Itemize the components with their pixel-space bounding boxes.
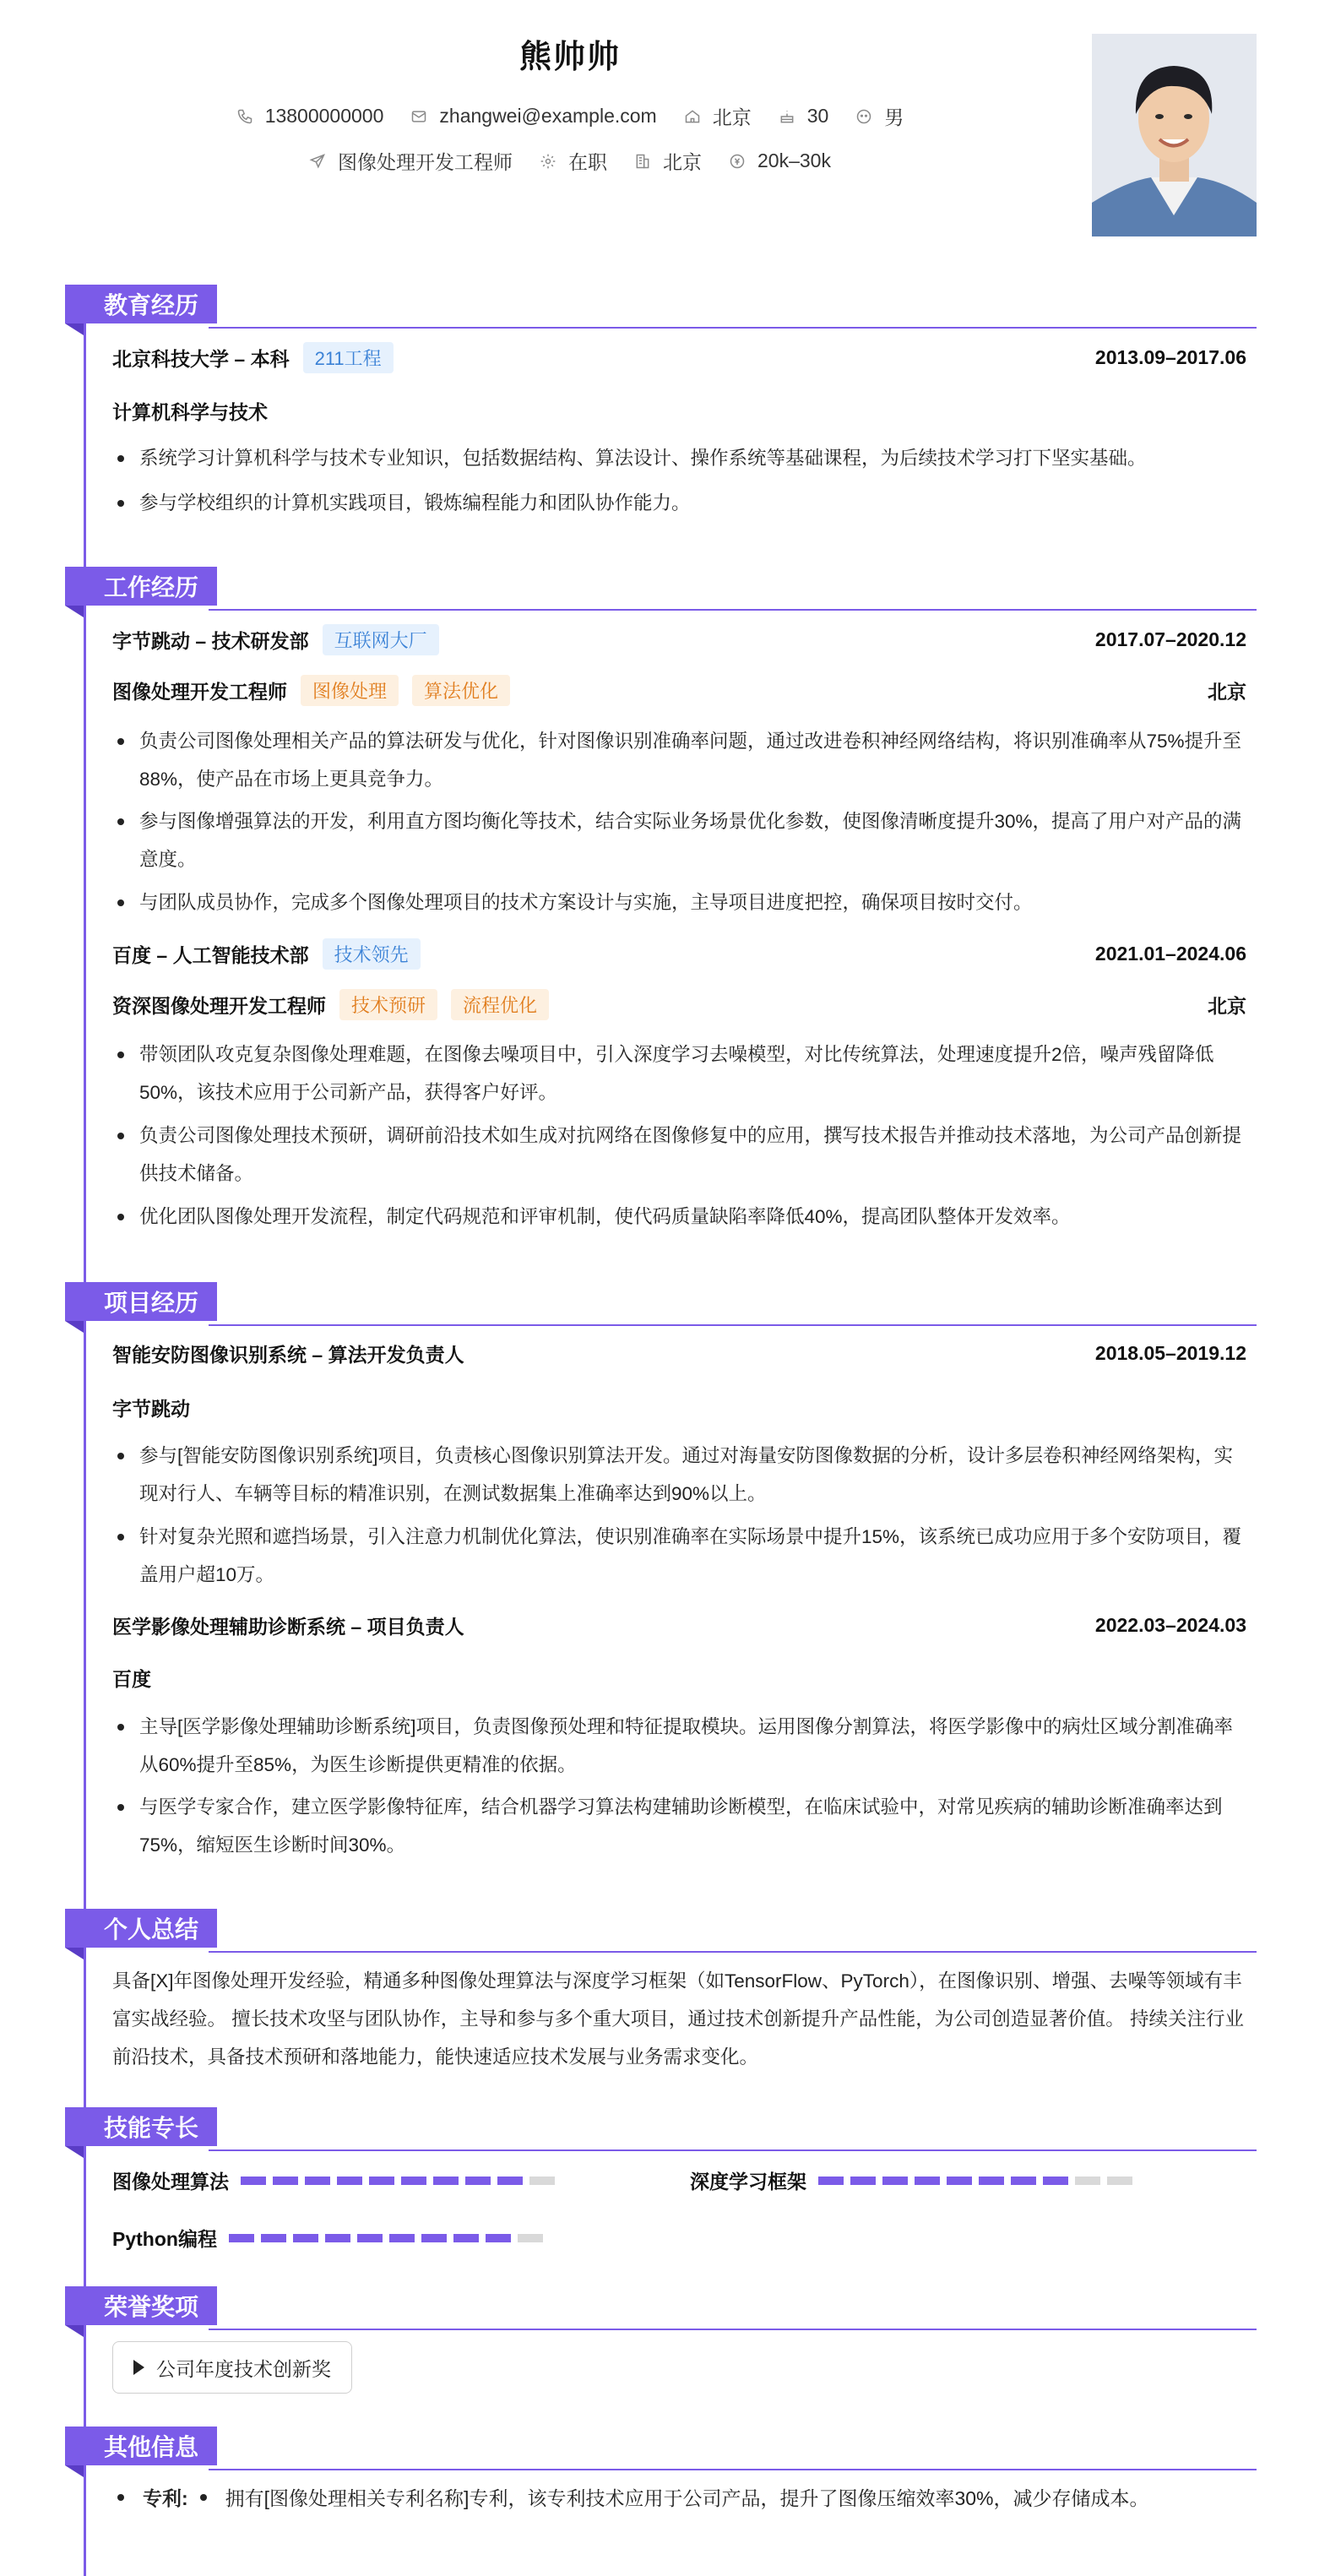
project-1-header	[112, 1340, 1246, 1367]
company-name: 百度 – 人工智能技术部	[112, 944, 309, 966]
send-icon	[309, 153, 326, 170]
award-chip	[112, 2341, 352, 2394]
skill-level-segment	[433, 2177, 459, 2185]
list-item: 负责公司图像处理相关产品的算法研发与优化，针对图像识别准确率问题，通过改进卷积神经网络结构，将识别准确率从75%提升至88%，使产品在市场上更具竞争力。	[112, 722, 1248, 798]
profile-photo	[1092, 34, 1257, 236]
skill-level-segment	[465, 2177, 491, 2185]
list-item: 参与[智能安防图像识别系统]项目，负责核心图像识别算法开发。通过对海量安防图像数据的分析，设计多层卷积神经网络架构，实现对行人、车辆等目标的精准识别，在测试数据集上准确率达到90%以上。	[112, 1437, 1248, 1513]
project-org: 字节跳动	[112, 1398, 190, 1420]
section-title-summary: 个人总结	[65, 1909, 217, 1948]
position-text: 图像处理开发工程师	[338, 151, 513, 173]
skill-item	[112, 2166, 562, 2194]
skill-level-segment	[273, 2177, 298, 2185]
company-tag: 技术领先	[323, 938, 421, 970]
list-item: 与团队成员协作，完成多个图像处理项目的技术方案设计与实施，主导项目进度把控，确保项目按时交付。	[112, 883, 1248, 921]
project-name: 医学影像处理辅助诊断系统 – 项目负责人	[112, 1616, 464, 1638]
gear-icon	[540, 153, 556, 170]
email-item	[410, 105, 656, 128]
list-item: 主导[医学影像处理辅助诊断系统]项目，负责图像预处理和特征提取模块。运用图像分割算法，将医学影像中的病灶区域分割准确率从60%提升至85%，为医生诊断提供更精准的依据。	[112, 1708, 1248, 1784]
skill-level-bar	[229, 2234, 550, 2242]
salary-text: 20k–30k	[757, 149, 831, 171]
skill-level-segment	[882, 2177, 908, 2185]
skill-level-segment	[1043, 2177, 1068, 2185]
work-period: 2017.07–2020.12	[1094, 628, 1246, 650]
skill-level-bar	[818, 2177, 1139, 2185]
work-2-title-row	[112, 989, 1246, 1020]
job-title: 资深图像处理开发工程师	[112, 995, 326, 1017]
skill-tag: 图像处理	[301, 675, 399, 706]
education-major: 计算机科学与技术	[112, 401, 268, 423]
gender-item	[855, 102, 904, 130]
play-icon	[133, 2360, 144, 2375]
project-period: 2018.05–2019.12	[1094, 1342, 1246, 1364]
skill-item	[112, 2224, 550, 2252]
section-title-honors: 荣誉奖项	[65, 2286, 217, 2325]
skill-level-segment	[518, 2234, 543, 2242]
company-name: 字节跳动 – 技术研发部	[112, 630, 309, 652]
summary-text: 具备[X]年图像处理开发经验，精通多种图像处理算法与深度学习框架（如TensorFlow、PyTorch），在图像识别、增强、去噪等领域有丰富实战经验。 擅长技术攻坚与团队协作，主导和参与多个重大项目，通过技术创新提升产品性能，为公司创造显著价值。 持续关注行业前沿技术，具备技术预研和落地能力，能快速适应技术发展与业务需求变化。	[112, 1970, 1245, 2068]
cake-icon	[779, 108, 795, 125]
skill-level-segment	[229, 2234, 254, 2242]
list-item: 参与学校组织的计算机实践项目，锻炼编程能力和团队协作能力。	[112, 484, 1248, 522]
list-item: 负责公司图像处理技术预研，调研前沿技术如生成对抗网络在图像修复中的应用，撰写技术报告并推动技术落地，为公司产品创新提供技术储备。	[112, 1117, 1248, 1193]
candidate-name: 熊帅帅	[518, 40, 621, 75]
mail-icon	[410, 108, 427, 125]
skill-level-segment	[818, 2177, 844, 2185]
gender-text: 男	[884, 106, 904, 128]
list-item: 参与图像增强算法的开发，利用直方图均衡化等技术，结合实际业务场景优化参数，使图像清晰度提升30%，提高了用户对产品的满意度。	[112, 802, 1248, 878]
work-2-header	[112, 938, 1246, 970]
skill-name: Python编程	[112, 2228, 217, 2250]
list-item: 系统学习计算机科学与技术专业知识，包括数据结构、算法设计、操作系统等基础课程，为后续技术学习打下坚实基础。	[112, 439, 1248, 477]
status-text: 在职	[568, 151, 608, 173]
money-icon	[729, 153, 746, 170]
school-name: 北京科技大学 – 本科	[112, 348, 290, 370]
skill-tag: 算法优化	[412, 675, 510, 706]
skill-level-segment	[261, 2234, 286, 2242]
skill-level-segment	[947, 2177, 972, 2185]
job-intent-row	[0, 147, 1140, 175]
section-title-projects: 项目经历	[65, 1282, 217, 1321]
project-period: 2022.03–2024.03	[1094, 1614, 1246, 1636]
resume-header	[0, 0, 1341, 245]
work-period: 2021.01–2024.06	[1094, 943, 1246, 965]
award-name: 公司年度技术创新奖	[156, 2357, 331, 2380]
list-item: 带领团队攻克复杂图像处理难题，在图像去噪项目中，引入深度学习去噪模型，对比传统算法，处理速度提升2倍，噪声残留降低50%，该技术应用于公司新产品，获得客户好评。	[112, 1035, 1248, 1111]
list-item: 优化团队图像处理开发流程，制定代码规范和评审机制，使代码质量缺陷率降低40%，提高团队整体开发效率。	[112, 1198, 1248, 1236]
city-text: 北京	[663, 151, 703, 173]
phone-icon	[236, 108, 253, 125]
other-info-label: 专利:	[143, 2487, 188, 2509]
skill-level-segment	[325, 2234, 350, 2242]
skill-level-segment	[293, 2234, 318, 2242]
skill-tag: 流程优化	[451, 989, 549, 1020]
skill-level-bar	[241, 2177, 562, 2185]
skill-item	[690, 2166, 1139, 2194]
skill-level-segment	[529, 2177, 555, 2185]
list-item: 针对复杂光照和遮挡场景，引入注意力机制优化算法，使识别准确率在实际场景中提升15%，该系统已成功应用于多个安防项目，覆盖用户超10万。	[112, 1518, 1248, 1594]
skill-level-segment	[979, 2177, 1004, 2185]
hometown-item	[684, 102, 752, 130]
project-2-header	[112, 1611, 1246, 1639]
skill-level-segment	[337, 2177, 362, 2185]
email-text: zhangwei@example.com	[439, 105, 657, 127]
skill-level-segment	[915, 2177, 940, 2185]
project-org: 百度	[112, 1668, 151, 1690]
work-1-title-row	[112, 675, 1246, 706]
section-title-other: 其他信息	[65, 2427, 217, 2465]
skill-level-segment	[453, 2234, 479, 2242]
age-text: 30	[806, 105, 829, 127]
project-name: 智能安防图像识别系统 – 算法开发负责人	[112, 1344, 464, 1366]
skill-level-segment	[1075, 2177, 1100, 2185]
person-icon	[855, 108, 872, 125]
salary-item	[729, 149, 831, 172]
work-1-header	[112, 624, 1246, 655]
company-tag: 互联网大厂	[323, 624, 439, 655]
status-item	[540, 147, 607, 175]
skill-level-segment	[1011, 2177, 1036, 2185]
age-item	[779, 105, 829, 128]
work-location: 北京	[1208, 995, 1246, 1017]
job-title: 图像处理开发工程师	[112, 681, 287, 703]
position-item	[309, 147, 513, 175]
timeline-line	[84, 304, 86, 2576]
section-title-education: 教育经历	[65, 285, 217, 323]
phone-text: 13800000000	[264, 105, 384, 127]
skill-level-segment	[850, 2177, 876, 2185]
skill-level-segment	[497, 2177, 523, 2185]
skill-level-segment	[1107, 2177, 1132, 2185]
skill-level-segment	[369, 2177, 394, 2185]
education-period: 2013.09–2017.06	[1094, 346, 1246, 368]
city-item	[634, 147, 702, 175]
section-title-skills: 技能专长	[65, 2107, 217, 2146]
home-icon	[684, 108, 701, 125]
skill-level-segment	[389, 2234, 415, 2242]
education-header	[112, 342, 1246, 373]
skill-level-segment	[241, 2177, 266, 2185]
other-info-item	[112, 2483, 1149, 2511]
skill-level-segment	[486, 2234, 511, 2242]
skill-level-segment	[357, 2234, 383, 2242]
skill-name: 图像处理算法	[112, 2171, 229, 2193]
phone-item	[236, 105, 384, 128]
skill-level-segment	[421, 2234, 447, 2242]
skill-name: 深度学习框架	[690, 2171, 806, 2193]
skill-level-segment	[305, 2177, 330, 2185]
contact-row	[0, 102, 1140, 130]
work-location: 北京	[1208, 681, 1246, 703]
school-tag: 211工程	[303, 342, 394, 373]
other-info-text: 拥有[图像处理相关专利名称]专利，该专利技术应用于公司产品，提升了图像压缩效率30%，减少存储成本。	[225, 2487, 1149, 2509]
skill-tag: 技术预研	[339, 989, 437, 1020]
list-item: 与医学专家合作，建立医学影像特征库，结合机器学习算法构建辅助诊断模型，在临床试验中，对常见疾病的辅助诊断准确率达到75%，缩短医生诊断时间30%。	[112, 1788, 1248, 1864]
skill-level-segment	[401, 2177, 426, 2185]
building-icon	[634, 153, 651, 170]
section-title-work: 工作经历	[65, 567, 217, 606]
hometown-text: 北京	[712, 106, 752, 128]
